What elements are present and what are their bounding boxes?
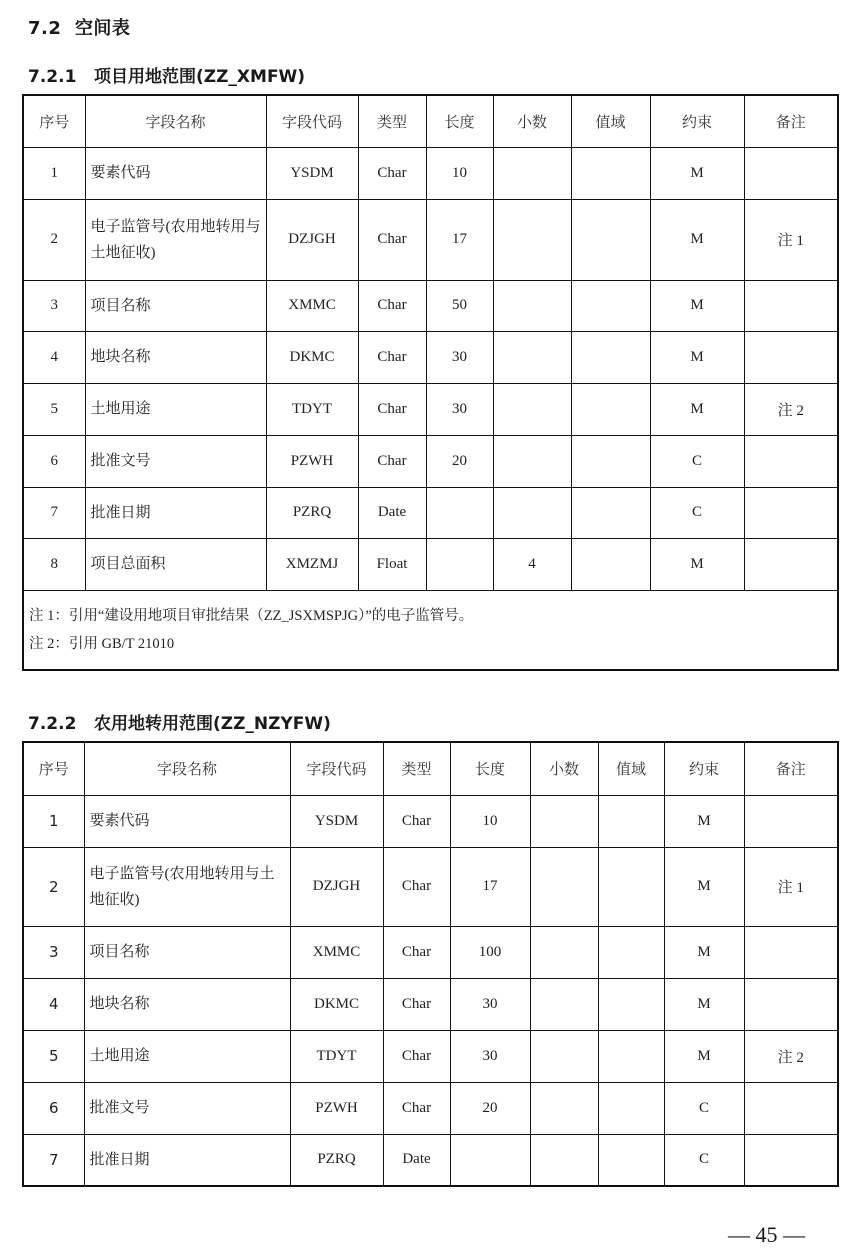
header-domain: 值域 <box>571 95 650 147</box>
table-row <box>23 538 838 590</box>
table-row <box>23 1134 838 1186</box>
header-domain: 值域 <box>598 742 664 795</box>
constraint-cell: M <box>650 280 744 331</box>
decimal-cell <box>530 795 598 847</box>
length-cell: 17 <box>450 847 530 926</box>
table-row <box>23 1082 838 1134</box>
seq-cell: 4 <box>23 331 85 383</box>
field-name-cell: 地块名称 <box>84 978 290 1030</box>
constraint-cell: M <box>650 199 744 280</box>
table-row <box>23 280 838 331</box>
constraint-cell: M <box>664 926 744 978</box>
field-code-cell: PZRQ <box>266 487 358 538</box>
table-row <box>23 383 838 435</box>
decimal-cell <box>493 383 571 435</box>
field-name-cell: 项目总面积 <box>85 538 266 590</box>
section-title: 空间表 <box>74 18 131 39</box>
header-field-code: 字段代码 <box>290 742 383 795</box>
constraint-cell: M <box>664 847 744 926</box>
decimal-cell <box>493 280 571 331</box>
field-name-cell: 地块名称 <box>85 331 266 383</box>
table-row <box>23 1030 838 1082</box>
remark-cell: 注 2 <box>744 383 838 435</box>
domain-cell <box>571 331 650 383</box>
seq-cell: 4 <box>23 978 84 1030</box>
length-cell <box>426 487 493 538</box>
length-cell: 10 <box>426 147 493 199</box>
seq-cell: 6 <box>23 1082 84 1134</box>
field-code-cell: YSDM <box>266 147 358 199</box>
header-type: 类型 <box>383 742 450 795</box>
decimal-cell: 4 <box>493 538 571 590</box>
note-1: 注 1：引用“建设用地项目审批结果（ZZ_JSXMSPJG）”的电子监管号。 <box>29 607 474 624</box>
type-cell: Char <box>358 199 426 280</box>
field-code-cell: XMZMJ <box>266 538 358 590</box>
remark-cell <box>744 147 838 199</box>
constraint-cell: M <box>650 331 744 383</box>
constraint-cell: M <box>650 147 744 199</box>
field-name-cell: 批准日期 <box>85 487 266 538</box>
domain-cell <box>598 847 664 926</box>
field-code-cell: PZWH <box>290 1082 383 1134</box>
page-number: — 45 — <box>728 1222 805 1247</box>
remark-cell <box>744 1082 838 1134</box>
header-field-name: 字段名称 <box>84 742 290 795</box>
decimal-cell <box>530 1134 598 1186</box>
table-1-heading <box>28 62 305 87</box>
seq-cell: 7 <box>23 487 85 538</box>
length-cell <box>426 538 493 590</box>
remark-cell <box>744 280 838 331</box>
remark-cell <box>744 435 838 487</box>
type-cell: Date <box>358 487 426 538</box>
domain-cell <box>571 383 650 435</box>
constraint-cell: M <box>664 1030 744 1082</box>
header-seq: 序号 <box>23 95 85 147</box>
seq-cell: 7 <box>23 1134 84 1186</box>
seq-cell: 8 <box>23 538 85 590</box>
constraint-cell: C <box>650 487 744 538</box>
table-2-title: 农用地转用范围(ZZ_NZYFW) <box>94 714 331 734</box>
type-cell: Char <box>383 978 450 1030</box>
header-field-code: 字段代码 <box>266 95 358 147</box>
table-row <box>23 147 838 199</box>
length-cell: 50 <box>426 280 493 331</box>
decimal-cell <box>530 1082 598 1134</box>
header-length: 长度 <box>450 742 530 795</box>
table-row <box>23 847 838 926</box>
field-name-cell: 批准文号 <box>84 1082 290 1134</box>
decimal-cell <box>493 147 571 199</box>
remark-cell <box>744 487 838 538</box>
header-field-name: 字段名称 <box>85 95 266 147</box>
domain-cell <box>598 1030 664 1082</box>
length-cell <box>450 1134 530 1186</box>
length-cell: 100 <box>450 926 530 978</box>
field-name-cell: 要素代码 <box>84 795 290 847</box>
table-1-number: 7.2.1 <box>28 67 77 87</box>
seq-cell: 1 <box>23 147 85 199</box>
field-code-cell: XMMC <box>290 926 383 978</box>
length-cell: 30 <box>426 331 493 383</box>
field-name-cell: 电子监管号(农用地转用与土地征收) <box>84 847 290 926</box>
header-seq: 序号 <box>23 742 84 795</box>
domain-cell <box>571 199 650 280</box>
header-constraint: 约束 <box>664 742 744 795</box>
header-decimal: 小数 <box>493 95 571 147</box>
remark-cell <box>744 1134 838 1186</box>
header-decimal: 小数 <box>530 742 598 795</box>
length-cell: 30 <box>426 383 493 435</box>
type-cell: Char <box>383 1030 450 1082</box>
type-cell: Date <box>383 1134 450 1186</box>
decimal-cell <box>493 487 571 538</box>
field-code-cell: XMMC <box>266 280 358 331</box>
field-code-cell: YSDM <box>290 795 383 847</box>
table-2-heading <box>28 709 331 734</box>
seq-cell: 2 <box>23 199 85 280</box>
seq-cell: 5 <box>23 383 85 435</box>
remark-cell <box>744 538 838 590</box>
field-name-cell: 要素代码 <box>85 147 266 199</box>
domain-cell <box>571 147 650 199</box>
domain-cell <box>571 487 650 538</box>
decimal-cell <box>530 1030 598 1082</box>
type-cell: Char <box>358 331 426 383</box>
field-name-cell: 土地用途 <box>85 383 266 435</box>
seq-cell: 5 <box>23 1030 84 1082</box>
type-cell: Char <box>358 383 426 435</box>
decimal-cell <box>493 435 571 487</box>
constraint-cell: M <box>650 538 744 590</box>
notes-row <box>23 590 838 670</box>
note-2: 注 2：引用 GB/T 21010 <box>29 635 175 652</box>
table-row <box>23 487 838 538</box>
length-cell: 30 <box>450 1030 530 1082</box>
field-name-cell: 批准日期 <box>84 1134 290 1186</box>
field-name-cell: 土地用途 <box>84 1030 290 1082</box>
length-cell: 20 <box>426 435 493 487</box>
field-code-cell: DKMC <box>290 978 383 1030</box>
seq-cell: 1 <box>23 795 84 847</box>
header-remark: 备注 <box>744 742 838 795</box>
table-2-number: 7.2.2 <box>28 714 77 734</box>
header-length: 长度 <box>426 95 493 147</box>
type-cell: Char <box>358 280 426 331</box>
constraint-cell: M <box>664 795 744 847</box>
remark-cell <box>744 331 838 383</box>
table-row <box>23 331 838 383</box>
field-code-cell: PZWH <box>266 435 358 487</box>
length-cell: 10 <box>450 795 530 847</box>
remark-cell: 注 2 <box>744 1030 838 1082</box>
decimal-cell <box>530 978 598 1030</box>
notes-cell <box>23 590 838 670</box>
length-cell: 17 <box>426 199 493 280</box>
field-code-cell: DZJGH <box>290 847 383 926</box>
section-number: 7.2 <box>28 18 62 39</box>
domain-cell <box>571 280 650 331</box>
constraint-cell: M <box>664 978 744 1030</box>
table-row <box>23 978 838 1030</box>
table-row <box>23 795 838 847</box>
field-name-cell: 电子监管号(农用地转用与土地征收) <box>85 199 266 280</box>
seq-cell: 3 <box>23 280 85 331</box>
remark-cell <box>744 978 838 1030</box>
constraint-cell: C <box>650 435 744 487</box>
domain-cell <box>571 435 650 487</box>
seq-cell: 2 <box>23 847 84 926</box>
remark-cell: 注 1 <box>744 199 838 280</box>
decimal-cell <box>493 199 571 280</box>
type-cell: Char <box>383 795 450 847</box>
table-row <box>23 926 838 978</box>
constraint-cell: M <box>650 383 744 435</box>
field-code-cell: PZRQ <box>290 1134 383 1186</box>
header-constraint: 约束 <box>650 95 744 147</box>
type-cell: Char <box>383 926 450 978</box>
table-1-title: 项目用地范围(ZZ_XMFW) <box>94 67 306 87</box>
domain-cell <box>598 1082 664 1134</box>
table-header-row <box>23 742 838 795</box>
table-row <box>23 435 838 487</box>
length-cell: 30 <box>450 978 530 1030</box>
seq-cell: 3 <box>23 926 84 978</box>
table-header-row <box>23 95 838 147</box>
type-cell: Char <box>383 847 450 926</box>
field-name-cell: 项目名称 <box>85 280 266 331</box>
type-cell: Char <box>358 147 426 199</box>
header-remark: 备注 <box>744 95 838 147</box>
type-cell: Char <box>358 435 426 487</box>
decimal-cell <box>530 847 598 926</box>
section-heading <box>28 14 130 40</box>
remark-cell <box>744 795 838 847</box>
decimal-cell <box>530 926 598 978</box>
remark-cell: 注 1 <box>744 847 838 926</box>
field-code-cell: DZJGH <box>266 199 358 280</box>
domain-cell <box>598 978 664 1030</box>
domain-cell <box>598 795 664 847</box>
table-row <box>23 199 838 280</box>
domain-cell <box>598 1134 664 1186</box>
type-cell: Char <box>383 1082 450 1134</box>
length-cell: 20 <box>450 1082 530 1134</box>
field-code-cell: TDYT <box>290 1030 383 1082</box>
domain-cell <box>598 926 664 978</box>
field-table-nzyfw <box>22 741 839 1187</box>
field-code-cell: TDYT <box>266 383 358 435</box>
seq-cell: 6 <box>23 435 85 487</box>
domain-cell <box>571 538 650 590</box>
constraint-cell: C <box>664 1082 744 1134</box>
constraint-cell: C <box>664 1134 744 1186</box>
decimal-cell <box>493 331 571 383</box>
field-code-cell: DKMC <box>266 331 358 383</box>
field-name-cell: 批准文号 <box>85 435 266 487</box>
type-cell: Float <box>358 538 426 590</box>
header-type: 类型 <box>358 95 426 147</box>
field-name-cell: 项目名称 <box>84 926 290 978</box>
field-table-xmfw <box>22 94 839 671</box>
remark-cell <box>744 926 838 978</box>
